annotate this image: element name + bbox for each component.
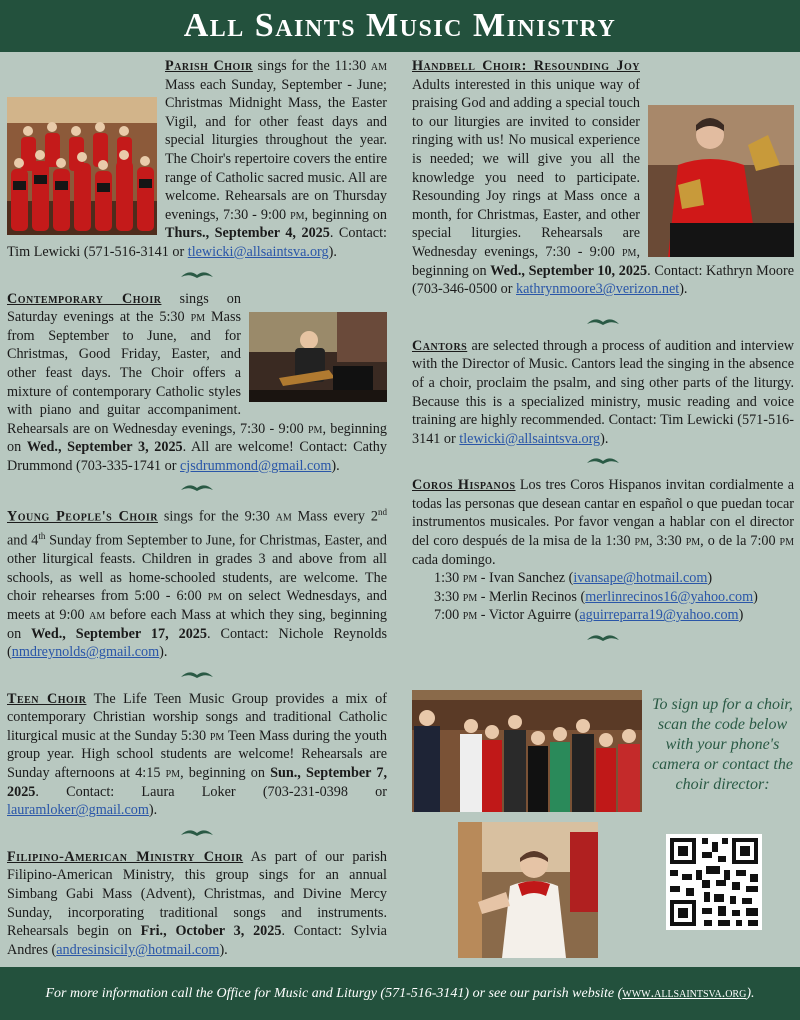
left-text-flow — [7, 57, 387, 959]
qr-code-icon — [666, 834, 762, 930]
leaf-ornament-icon — [585, 316, 621, 328]
parish-website-link[interactable]: www.allsaintsva.org — [622, 985, 747, 1001]
right-column — [412, 57, 794, 653]
divider-ornament — [7, 666, 387, 684]
footer-text: For more information call the Office for Music and Liturgy (571-516-3141) or see our parish website (www.allsaintsva.org). — [45, 985, 755, 1001]
contemporary-choir-photo — [249, 312, 387, 402]
divider-ornament — [412, 452, 794, 470]
parish-choir-date: Thurs., September 4, 2025 — [165, 225, 330, 242]
director-picture — [458, 822, 598, 958]
filipino-choir-email[interactable]: andresinsicily@hotmail.com — [56, 941, 220, 958]
cantors: Cantors are selected through a process of audition and interview with the Director of Music. Cantors lead the singing in the absence of a choir, proclaim the psalm, and sing other parts of the liturgy. Because this is a specialized ministry, music reading and voice training are highly recommended. Contact: Tim Lewicki (571-516-3141 or tlewicki@allsaintsva.org). — [412, 337, 794, 447]
young-peoples-choir-heading: Young People's Choir — [7, 509, 158, 526]
leaf-ornament-icon — [585, 455, 621, 467]
coros-email-victor[interactable]: aguirreparra19@yahoo.com — [579, 607, 739, 624]
handbell-choir-photo — [648, 105, 794, 257]
parish-choir-heading: Parish Choir — [165, 58, 253, 74]
header-banner — [0, 0, 800, 52]
contemporary-choir-picture — [249, 312, 387, 402]
handbell-choir-email[interactable]: kathrynmoore3@verizon.net — [516, 281, 680, 298]
handbell-choir-date: Wed., September 10, 2025 — [490, 262, 648, 279]
leaf-ornament-icon — [179, 827, 215, 839]
handbell-choir-heading: Handbell Choir: Resounding Joy — [412, 58, 640, 74]
cantors-heading: Cantors — [412, 337, 468, 354]
filipino-choir: Filipino-American Ministry Choir As part of our parish Filipino-American Ministry, this group sings for an annual Simbang Gabi Mass (Advent), Christmas, and Divine Mercy Sunday, incorporating traditional songs and instruments. Rehearsals begin on Fri., October 3, 2025. Contact: Sylvia Andres (andresinsicily@hotmail.com). — [7, 848, 387, 958]
coros-email-merlin[interactable]: merlinrecinos16@yahoo.com — [585, 588, 754, 605]
qr-code[interactable] — [666, 834, 762, 930]
contemporary-choir-email[interactable]: cjsdrummond@gmail.com — [180, 457, 332, 474]
coros-time-row: 7:00 pm - Victor Aguirre (aguirreparra19@yahoo.com) — [434, 607, 744, 624]
teen-choir-email[interactable]: lauramloker@gmail.com — [7, 802, 149, 819]
handbell-choir: Handbell Choir: Resounding Joy Adults interested in this unique way of praising God and adding a special touch to our liturgies are invited to consider ringing with us! No musical experience is needed; we will give you all the knowledge you need to participate. Resounding Joy rings at Mass once a month, for Christmas, Easter, and other special liturgies. Rehearsals are Wednesday evenings, 7:30 - 9:00 pm, beginning on Wed., September 10, 2025. Contact: Kathryn Moore (703-346-0500 or kathrynmoore3@verizon.net). — [412, 58, 794, 298]
teen-choir-date: Sun., September 7, 2025 — [7, 765, 387, 800]
divider-ornament — [7, 266, 387, 284]
parish-choir-email[interactable]: tlewicki@allsaintsva.org — [187, 243, 329, 260]
teen-choir-heading: Teen Choir — [7, 690, 87, 707]
coros-time-row: 1:30 pm - Ivan Sanchez (ivansape@hotmail.com) — [434, 570, 713, 587]
leaf-ornament-icon — [585, 632, 621, 644]
contemporary-choir: Contemporary Choir sings on Saturday evenings at the 5:30 pm Mass from September to June, and for Christmas, Good Friday, Easter, and other feast days. The Choir offers a mixture of contemporary Catholic styles with piano and guitar accompaniment. Rehearsals are on Wednesday evenings, 7:30 - 9:00 pm, beginning on Wed., September 3, 2025. All are welcome! Contact: Cathy Drummond (703-335-1741 or cjsdrummond@gmail.com). — [7, 290, 387, 474]
young-peoples-choir-date: Wed., September 17, 2025 — [31, 625, 207, 642]
adult-choir-picture — [412, 690, 642, 812]
young-peoples-choir-email[interactable]: nmdreynolds@gmail.com — [11, 644, 160, 661]
handbell-choir-picture — [648, 105, 794, 257]
coros-time-row: 3:30 pm - Merlin Recinos (merlinrecinos16@yahoo.com) — [434, 588, 758, 605]
director-photo — [458, 822, 598, 958]
young-peoples-choir: Young People's Choir sings for the 9:30 am Mass every 2nd and 4th Sunday from September to June, for Christmas, Easter, and other liturgical feasts. Children in grades 3 and above from all schools, as well as home-schooled students, are welcome. The choir rehearses from 5:00 - 6:00 pm on select Wednesdays, and meets at 9:00 am before each Mass at which they sing, beginning on Wed., September 17, 2025. Contact: Nichole Reynolds (nmdreynolds@gmail.com). — [7, 507, 387, 661]
footer-banner — [0, 967, 800, 1020]
cantors-email[interactable]: tlewicki@allsaintsva.org — [459, 430, 601, 447]
contemporary-choir-date: Wed., September 3, 2025 — [26, 439, 183, 456]
leaf-ornament-icon — [179, 482, 215, 494]
leaf-ornament-icon — [179, 669, 215, 681]
teen-choir: Teen Choir The Life Teen Music Group provides a mix of contemporary Christian worship songs and traditional Catholic liturgical music at the Sunday 5:30 pm Teen Mass during the youth group year. High school students are welcome! Rehearsals are Sunday afternoons at 4:15 pm, beginning on Sun., September 7, 2025. Contact: Laura Loker (703-231-0398 or lauramloker@gmail.com). — [7, 690, 387, 819]
parish-choir-picture — [7, 97, 157, 235]
leaf-ornament-icon — [179, 269, 215, 281]
divider-ornament — [412, 629, 794, 647]
filipino-choir-date: Fri., October 3, 2025 — [140, 923, 282, 940]
page-title: All Saints Music Ministry — [183, 7, 617, 44]
divider-ornament — [7, 824, 387, 842]
contemporary-choir-heading: Contemporary Choir — [7, 290, 162, 307]
coros-hispanos: Coros Hispanos Los tres Coros Hispanos invitan cordialmente a todas las personas que desean cantar en español o que puedan tocar instrumentos musicales. Por favor vengan a hablar con el director del coro después de la misa de la 1:30 pm, 3:30 pm, o de la 7:00 pm cada domingo. 1:30 pm - Ivan Sanchez (ivansape@hotmail.com) 3:30 pm - Merlin Recinos (merlinrecinos16@yahoo.com) 7:00 pm - Victor Aguirre (aguirreparra19@yahoo.com) — [412, 477, 794, 624]
parish-choir-photo-frame — [7, 97, 157, 235]
coros-heading: Coros Hispanos — [412, 477, 516, 494]
parish-choir: Parish Choir sings for the 11:30 am Mass each Sunday, September - June; Christmas Midnight Mass, the Easter Vigil, and for other feast days and special liturgies throughout the year. The Choir's repertoire covers the entire range of Catholic sacred music. All are welcome. Rehearsals are on Thursday evenings, 7:30 - 9:00 pm, beginning on Thurs., September 4, 2025. Contact: Tim Lewicki (571-516-3141 or tlewicki@allsaintsva.org). — [7, 58, 387, 260]
adult-choir-photo — [412, 690, 642, 812]
divider-ornament — [412, 313, 794, 331]
coros-email-ivan[interactable]: ivansape@hotmail.com — [573, 570, 708, 587]
filipino-choir-heading: Filipino-American Ministry Choir — [7, 848, 244, 865]
divider-ornament — [7, 479, 387, 497]
signup-instructions: To sign up for a choir, scan the code below with your phone's camera or contact the choir director: — [652, 696, 793, 793]
coros-times-list — [412, 569, 794, 625]
